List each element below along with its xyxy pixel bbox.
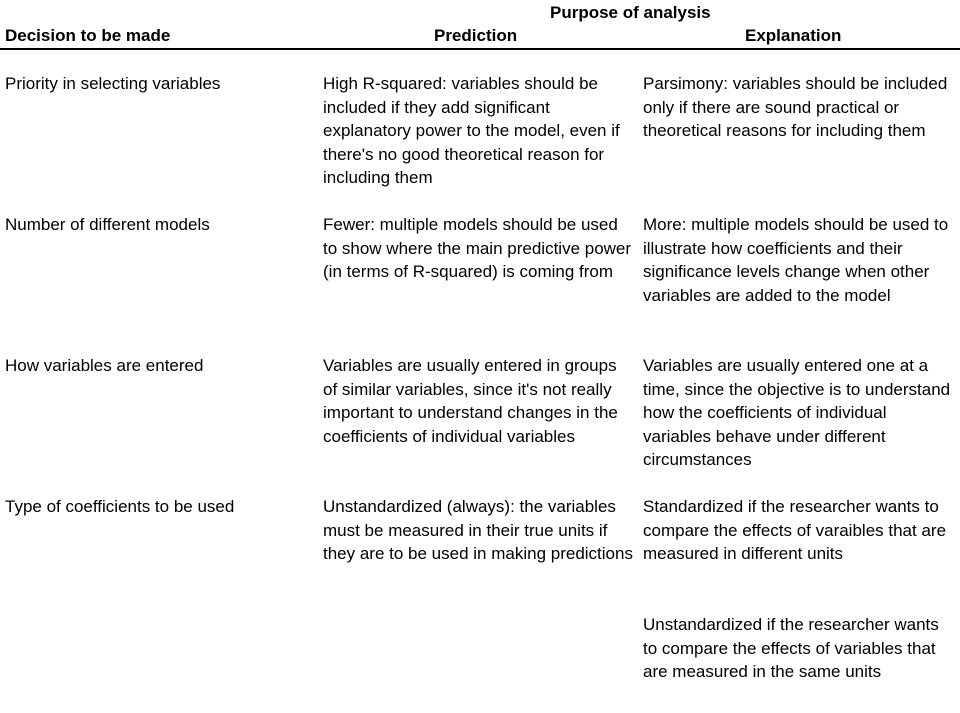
decision-cell: How variables are entered: [5, 356, 204, 375]
header-divider: [0, 48, 960, 50]
decision-cell: Priority in selecting variables: [5, 74, 221, 93]
prediction-cell: High R-squared: variables should be included if they add significant explanatory power to the model, even if there's no good theoretical reason for including them: [323, 74, 620, 188]
group-header-purpose: Purpose of analysis: [550, 3, 711, 22]
column-header-decision: Decision to be made: [5, 26, 171, 45]
prediction-cell: Variables are usually entered in groups of similar variables, since it's not really important to understand changes in the coefficients of individual variables: [323, 356, 618, 446]
prediction-cell: Fewer: multiple models should be used to show where the main predictive power (in terms of R-squared) is coming from: [323, 215, 632, 282]
column-header-explanation: Explanation: [745, 26, 842, 45]
explanation-cell: Standardized if the researcher wants to compare the effects of varaibles that are measured in different units: [643, 497, 947, 564]
explanation-cell: Unstandardized if the researcher wants to compare the effects of variables that are measured in the same units: [643, 615, 939, 682]
decision-cell: Number of different models: [5, 215, 210, 234]
table-row: [0, 72, 960, 213]
explanation-cell: Variables are usually entered one at a time, since the objective is to understand how the coefficients of individual variables behave under different circumstances: [643, 356, 951, 470]
table-row: [0, 613, 960, 713]
column-header-prediction: Prediction: [434, 26, 518, 45]
prediction-cell: Unstandardized (always): the variables must be measured in their true units if they are to be used in making predictions: [323, 497, 633, 564]
table-row: [0, 495, 960, 613]
table-row: [0, 213, 960, 354]
explanation-cell: More: multiple models should be used to illustrate how coefficients and their significance levels change when other variables are added to the model: [643, 215, 949, 305]
decision-cell: Type of coefficients to be used: [5, 497, 235, 516]
table-body: [0, 72, 960, 713]
explanation-cell: Parsimony: variables should be included only if there are sound practical or theoretical reasons for including them: [643, 74, 948, 141]
table-row: [0, 354, 960, 495]
